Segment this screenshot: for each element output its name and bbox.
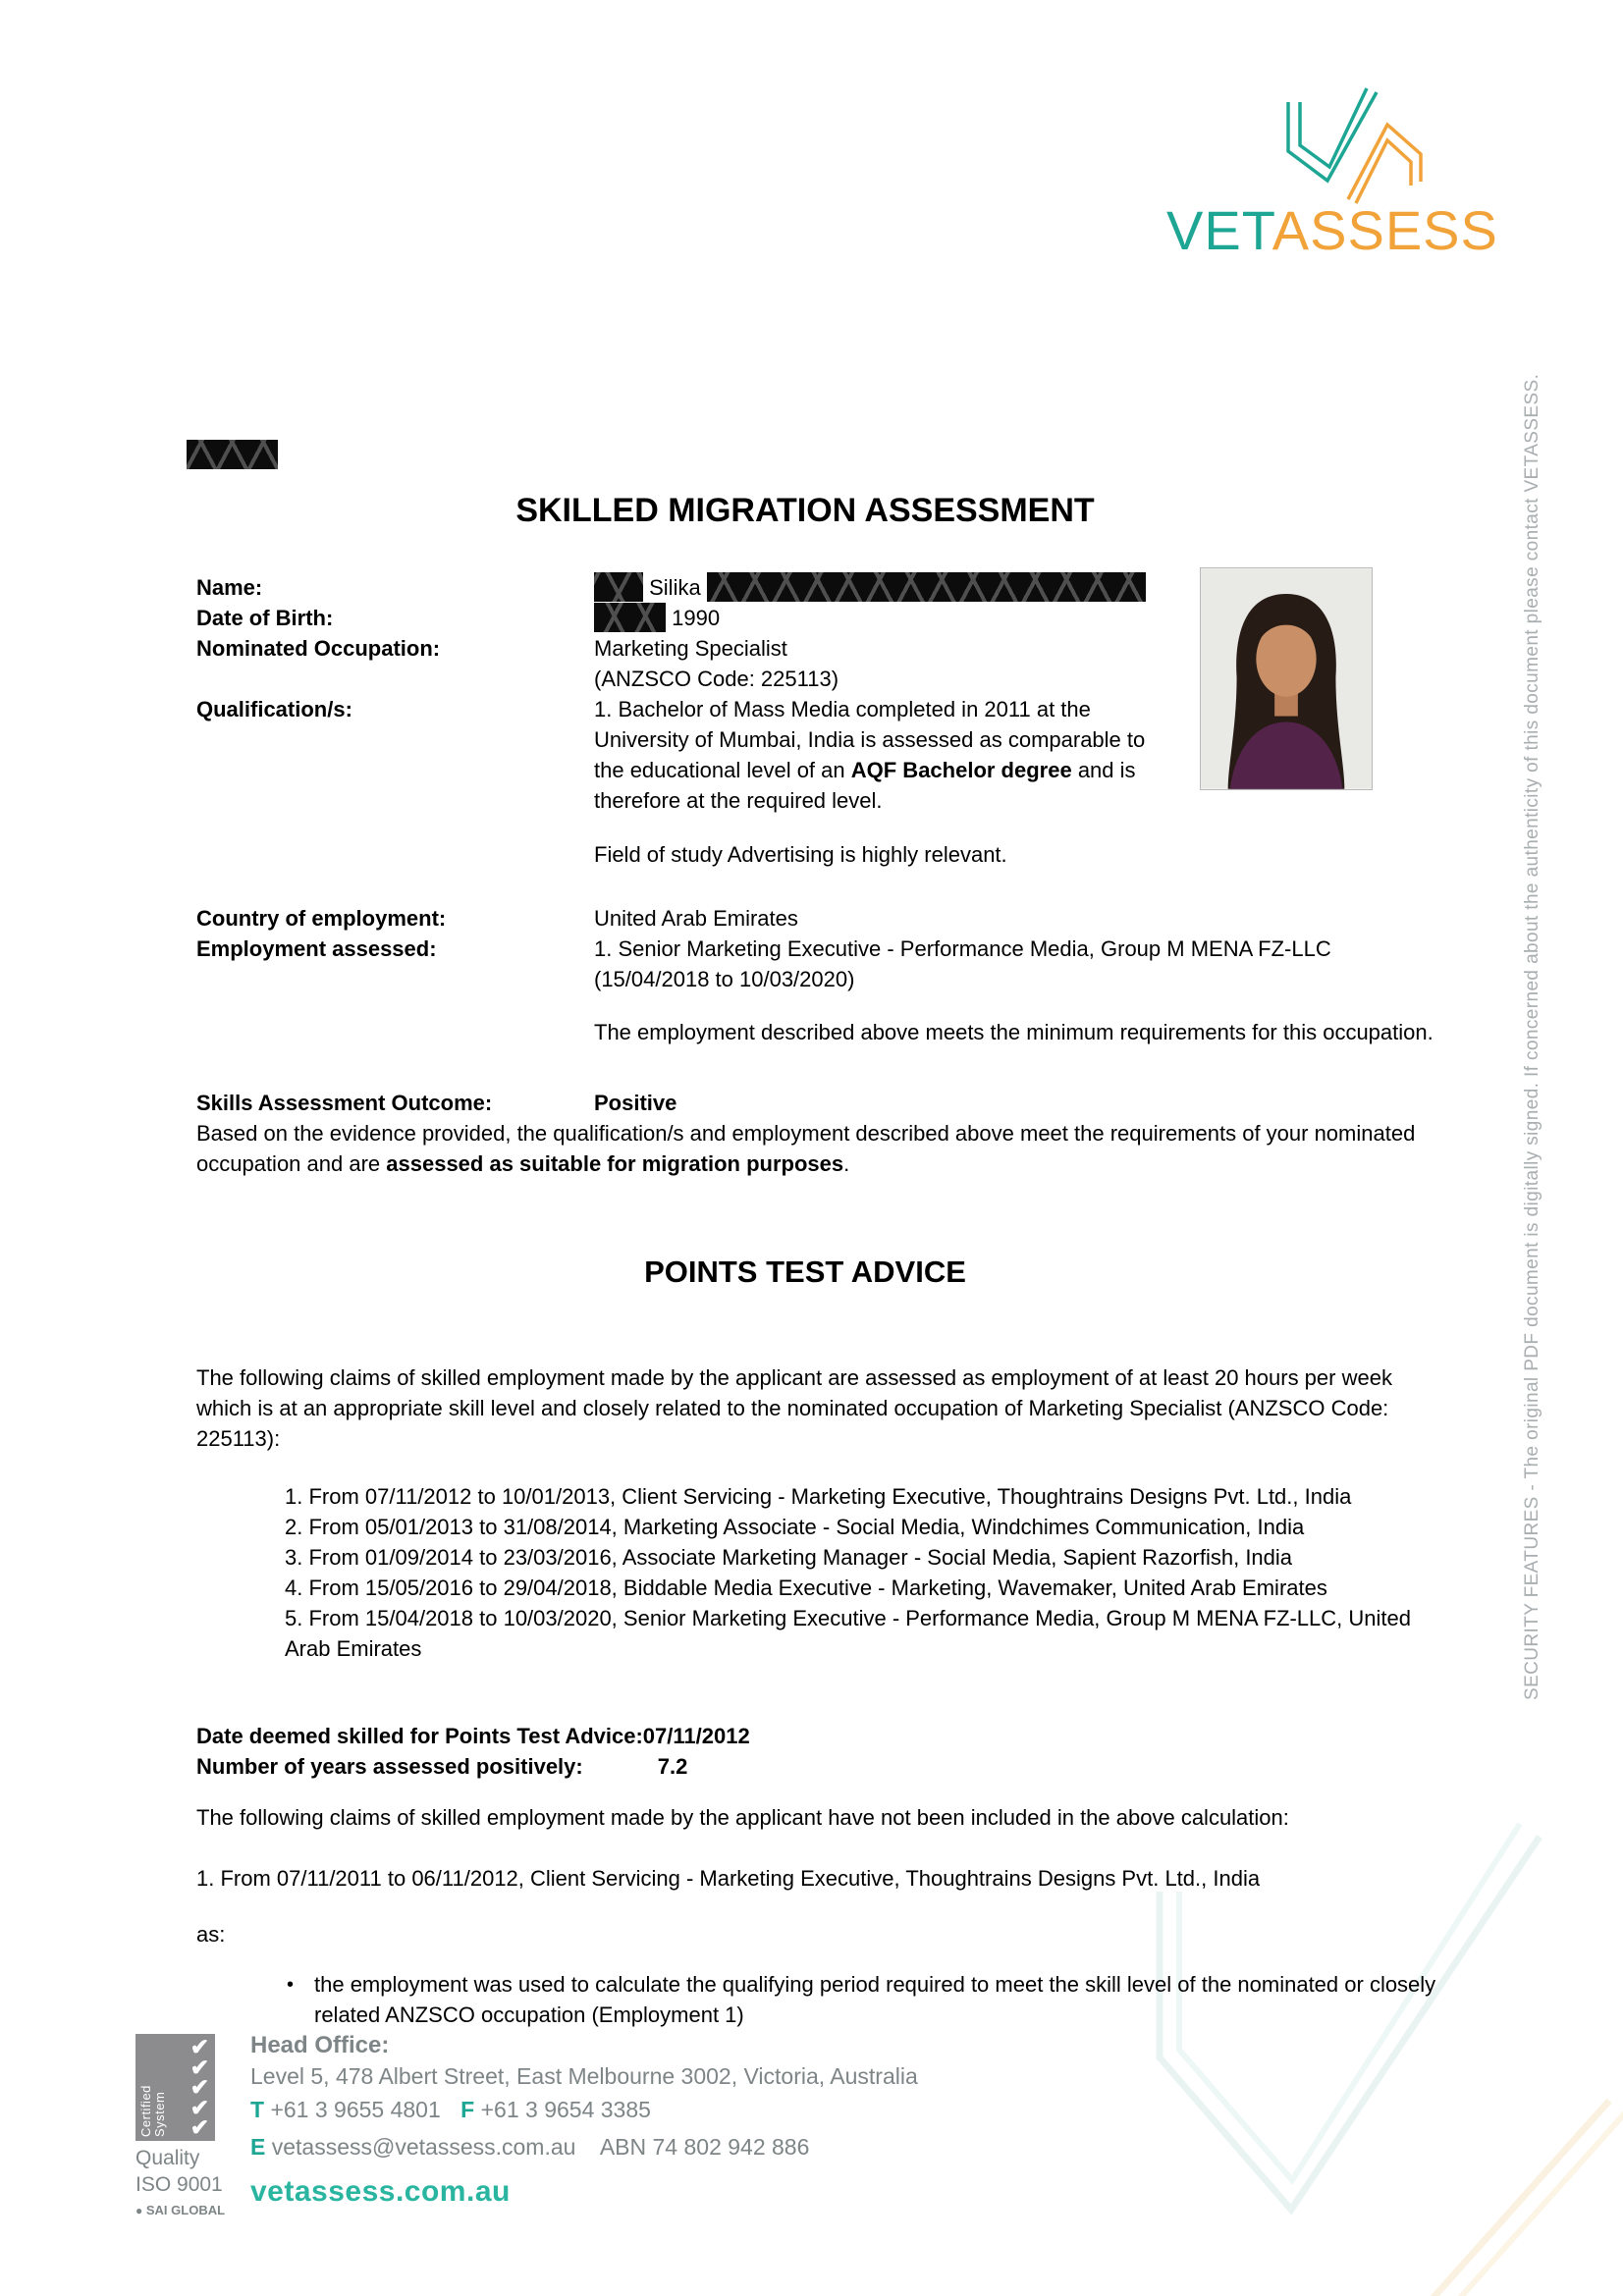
vetassess-logo-mark-icon: [1257, 77, 1434, 204]
country-value: United Arab Emirates: [594, 906, 798, 931]
qualification-note: Field of study Advertising is highly relevant.: [594, 842, 1007, 867]
outcome-bold-text: assessed as suitable for migration purposes: [386, 1151, 844, 1176]
wordmark-assess: ASSESS: [1271, 199, 1498, 261]
bullet-icon: •: [287, 1974, 295, 1996]
years-value: 7.2: [657, 1754, 688, 1779]
excluded-intro: The following claims of skilled employment made by the applicant have not been included in the above calculation:: [196, 1805, 1289, 1830]
outcome-text: Based on the evidence provided, the qualification/s and employment described above meet the requirements of your nominated occupation and are: [196, 1121, 1416, 1176]
outcome-text-post: .: [843, 1151, 850, 1176]
dob-value: [594, 603, 720, 633]
sai-global-row: [135, 2203, 225, 2217]
occupation-code: (ANZSCO Code: 225113): [594, 667, 839, 691]
email-address[interactable]: vetassess@vetassess.com.au: [271, 2134, 576, 2160]
email-row: [250, 2134, 809, 2161]
outcome-paragraph: [196, 1118, 1453, 1179]
vetassess-wordmark: [1166, 198, 1498, 262]
occupation-value: Marketing Specialist: [594, 636, 787, 661]
quality-label: Quality: [135, 2147, 200, 2169]
points-title: POINTS TEST ADVICE: [644, 1255, 966, 1289]
claim-item: 4. From 15/05/2016 to 29/04/2018, Biddable Media Executive - Marketing, Wavemaker, United Arab Emirates: [285, 1575, 1327, 1600]
redaction-box: [707, 572, 1146, 602]
claim-item: 3. From 01/09/2014 to 23/03/2016, Associate Marketing Manager - Social Media, Sapient Razorfish, India: [285, 1545, 1293, 1570]
employment-label: Employment assessed:: [196, 936, 437, 961]
website-link[interactable]: vetassess.com.au: [250, 2175, 511, 2208]
employment-value-line1: 1. Senior Marketing Executive - Performance Media, Group M MENA FZ-LLC: [594, 936, 1331, 961]
claim-item: 2. From 05/01/2013 to 31/08/2014, Marketing Associate - Social Media, Windchimes Communication, India: [285, 1515, 1305, 1539]
date-skilled-row: [196, 1721, 750, 1751]
page-title: SKILLED MIGRATION ASSESSMENT: [515, 492, 1095, 529]
years-row: [196, 1751, 687, 1782]
date-skilled-value: 07/11/2012: [642, 1724, 750, 1748]
check-icon: ✔: [189, 2054, 209, 2080]
applicant-photo: [1200, 567, 1373, 790]
as-label: as:: [196, 1922, 226, 1947]
dob-visible-text: 1990: [672, 606, 721, 630]
head-office-label: Head Office:: [250, 2032, 390, 2058]
years-label: Number of years assessed positively:: [196, 1754, 583, 1779]
check-icon: ✔: [189, 2094, 209, 2120]
qualification-value: [594, 694, 1171, 816]
check-icon: ✔: [189, 2034, 209, 2059]
badge-vertical-label: Certified System: [138, 2085, 167, 2137]
sai-global-icon: ●: [135, 2204, 143, 2217]
country-label: Country of employment:: [196, 906, 447, 931]
qualification-text-post: and is therefore at the required level.: [594, 758, 1136, 813]
name-value: [594, 572, 1146, 603]
iso-label: ISO 9001: [135, 2173, 223, 2196]
excluded-claim: 1. From 07/11/2011 to 06/11/2012, Client Servicing - Marketing Executive, Thoughtrains Designs Pvt. Ltd., India: [196, 1866, 1261, 1891]
check-icon: ✔: [189, 2114, 209, 2140]
redaction-box: [594, 603, 666, 632]
name-visible-text: Silika: [649, 575, 701, 600]
employment-value-line2: (15/04/2018 to 10/03/2020): [594, 967, 855, 991]
outcome-value: Positive: [594, 1091, 677, 1115]
qualification-bold-text: AQF Bachelor degree: [850, 758, 1072, 782]
claims-list: [285, 1481, 1443, 1664]
security-features-text: SECURITY FEATURES - The original PDF document is digitally signed. If concerned about the authenticity of this document please contact VETASSESS.: [1522, 373, 1542, 1700]
dob-label: Date of Birth:: [196, 606, 334, 630]
qualification-label: Qualification/s:: [196, 697, 352, 721]
qualification-text: 1. Bachelor of Mass Media completed in 2011 at the University of Mumbai, India is assessed as comparable to the educational level of an: [594, 697, 1146, 782]
redaction-box: [187, 440, 278, 469]
wordmark-vet: VET: [1166, 199, 1272, 261]
head-office-address: Level 5, 478 Albert Street, East Melbourne 3002, Victoria, Australia: [250, 2063, 918, 2089]
date-skilled-label: Date deemed skilled for Points Test Advice:: [196, 1724, 643, 1748]
certified-system-badge: [135, 2034, 215, 2141]
phone-f-number: +61 3 9654 3385: [480, 2097, 651, 2122]
outcome-label: Skills Assessment Outcome:: [196, 1091, 493, 1115]
employment-note: The employment described above meets the minimum requirements for this occupation.: [594, 1020, 1434, 1044]
phone-row: [250, 2097, 651, 2123]
check-icon: ✔: [189, 2074, 209, 2100]
claim-item: 1. From 07/11/2012 to 10/01/2013, Client Servicing - Marketing Executive, Thoughtrains Designs Pvt. Ltd., India: [285, 1484, 1352, 1509]
redaction-box: [594, 572, 643, 602]
name-label: Name:: [196, 575, 263, 600]
phone-f-icon: F: [460, 2097, 475, 2122]
occupation-label: Nominated Occupation:: [196, 636, 441, 661]
excluded-reason-bullet: [287, 1969, 1465, 2030]
badge-checkmarks: [189, 2034, 209, 2140]
email-icon: E: [250, 2134, 266, 2160]
phone-t-number: +61 3 9655 4801: [270, 2097, 441, 2122]
abn-text: ABN 74 802 942 886: [599, 2134, 810, 2160]
sai-global-label: SAI GLOBAL: [145, 2203, 226, 2217]
phone-t-icon: T: [250, 2097, 265, 2122]
excluded-reason-text: the employment was used to calculate the qualifying period required to meet the skill level of the nominated or closely related ANZSCO occupation (Employment 1): [314, 1972, 1436, 2027]
claim-item: 5. From 15/04/2018 to 10/03/2020, Senior Marketing Executive - Performance Media, Group M MENA FZ-LLC, United Arab Emirates: [285, 1606, 1411, 1661]
points-intro: The following claims of skilled employment made by the applicant are assessed as employment of at least 20 hours per week which is at an appropriate skill level and closely related to the nominated occupation of Marketing Specialist (ANZSCO Code: 225113):: [196, 1365, 1392, 1451]
